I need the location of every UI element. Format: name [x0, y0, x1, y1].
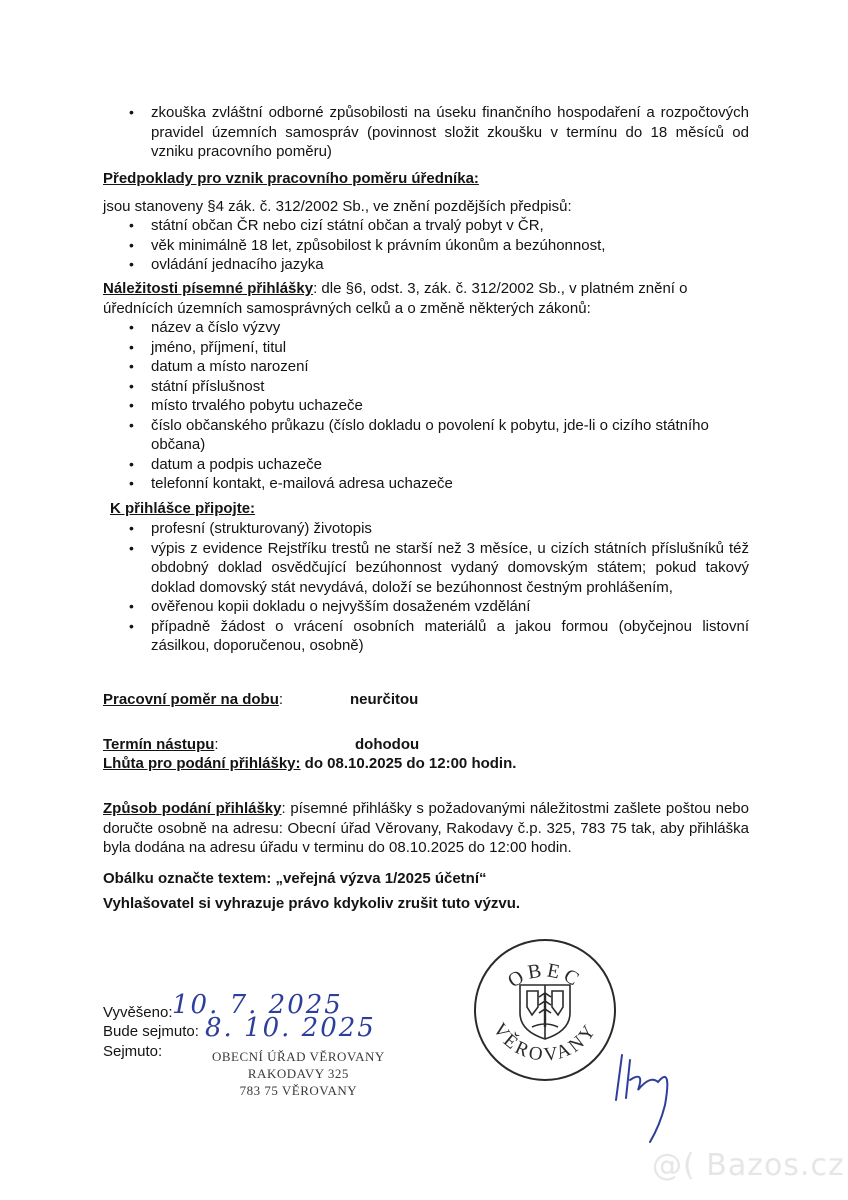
removed-label: Bude sejmuto: — [103, 1023, 199, 1040]
bazos-watermark: @( Bazos.cz — [652, 1148, 845, 1183]
list-item: • zkouška zvláštní odborné způsobilosti na úseku finančního hospodaření a rozpočtových pravidel územních samospráv (povinnost složit zkoušku v termínu do 18 měsíců od vzniku pracovního poměru) — [103, 103, 749, 162]
list-item: • telefonní kontakt, e-mailová adresa uchazeče — [103, 474, 743, 494]
deadline-label: Lhůta pro podání přihlášky: — [103, 755, 301, 772]
start-date-value: dohodou — [355, 736, 420, 753]
list-item: • ovládání jednacího jazyka — [103, 255, 605, 275]
submission-text: : písemné přihlášky s požadovanými náležitostmi zašlete poštou nebo doručte osobně na adresu: Obecní úřad Věrovany, Rakodavy č.p. 325, 783 75 tak, aby přihláška byla dodána na adresu úřadu v terminu do 08.10.2025 do 12:00 hodin. — [103, 800, 749, 856]
list-item: • jméno, příjmení, titul — [103, 338, 743, 358]
list-item: • číslo občanského průkazu (číslo dokladu o povolení k pobytu, jde-li o cizího státního občana) — [103, 416, 721, 455]
office-stamp — [212, 1048, 385, 1099]
attachments-list — [103, 519, 749, 656]
employment-value: neurčitou — [350, 691, 419, 708]
posted-label: Vyvěšeno: — [103, 1004, 173, 1021]
submission-label: Způsob podání přihlášky — [103, 800, 282, 817]
list-item: • datum a podpis uchazeče — [103, 455, 743, 475]
list-item: • věk minimálně 18 let, způsobilost k právním úkonům a bezúhonnost, — [103, 236, 605, 256]
start-date-label: Termín nástupu — [103, 736, 215, 753]
list-item: • ověřenou kopii dokladu o nejvyšším dosaženém vzdělání — [103, 597, 749, 617]
office-stamp-line1: OBECNÍ ÚŘAD VĚROVANY — [212, 1049, 385, 1064]
signature — [610, 1030, 700, 1145]
list-item: • místo trvalého pobytu uchazeče — [103, 396, 743, 416]
application-details-intro-text: : dle §6, odst. 3, zák. č. 312/2002 Sb., v platném znění o úřednících územních samosprávných celků a o změně některých zákonů: — [103, 280, 688, 317]
requirements-intro: jsou stanoveny §4 zák. č. 312/2002 Sb., ve znění pozdějších předpisů: — [103, 198, 572, 215]
attachments-heading: K přihlášce připojte: — [110, 500, 256, 517]
application-details-list — [103, 318, 743, 494]
exam-list — [103, 103, 749, 162]
seal-top-text: OBEC — [504, 959, 586, 993]
list-item: • případně žádost o vrácení osobních materiálů a jakou formou (obyčejnou listovní zásilkou, doporučenou, osobně) — [103, 617, 749, 656]
start-date-label-row — [103, 735, 219, 755]
list-item: • název a číslo výzvy — [103, 318, 743, 338]
deadline-row — [103, 754, 516, 774]
list-item: • výpis z evidence Rejstříku trestů ne starší než 3 měsíce, u cizích státních příslušníků též obdobný doklad osvědčující bezúhonnost vydaný domovským státem; pokud takový doklad domovský stát nevydává, doloží se bezúhonnost čestným prohlášením, — [103, 539, 749, 598]
list-item: • státní občan ČR nebo cizí státní občan a trvalý pobyt v ČR, — [103, 216, 605, 236]
submission-paragraph — [103, 799, 749, 858]
removed-date-handwritten: 8. 10. 2025 — [205, 1013, 376, 1043]
coat-of-arms-icon — [520, 985, 570, 1039]
office-stamp-line2: RAKODAVY 325 — [247, 1066, 349, 1081]
reservation-note: Vyhlašovatel si vyhrazuje právo kdykoliv zrušit tuto výzvu. — [103, 895, 521, 912]
seal-bottom-text: VĚROVANY — [488, 1019, 602, 1066]
requirements-heading: Předpoklady pro vznik pracovního poměru úředníka: — [103, 170, 479, 187]
requirements-list — [103, 216, 605, 275]
list-item: • státní příslušnost — [103, 377, 743, 397]
municipal-seal — [470, 935, 620, 1085]
taken-label: Sejmuto: — [103, 1043, 163, 1060]
envelope-note: Obálku označte textem: „veřejná výzva 1/2025 účetní“ — [103, 870, 487, 887]
employment-colon: : — [278, 691, 284, 708]
list-item: • profesní (strukturovaný) životopis — [103, 519, 749, 539]
start-date-colon: : — [214, 736, 219, 753]
posted-date-handwritten: 10. 7. 2025 — [172, 990, 343, 1020]
employment-label-row — [103, 690, 283, 710]
employment-label: Pracovní poměr na dobu — [103, 691, 279, 708]
list-item: • datum a místo narození — [103, 357, 743, 377]
office-stamp-line3: 783 75 VĚROVANY — [239, 1083, 358, 1098]
application-details-heading: Náležitosti písemné přihlášky — [103, 280, 314, 297]
deadline-value: do 08.10.2025 do 12:00 hodin. — [300, 755, 517, 772]
application-details-intro — [103, 279, 723, 318]
